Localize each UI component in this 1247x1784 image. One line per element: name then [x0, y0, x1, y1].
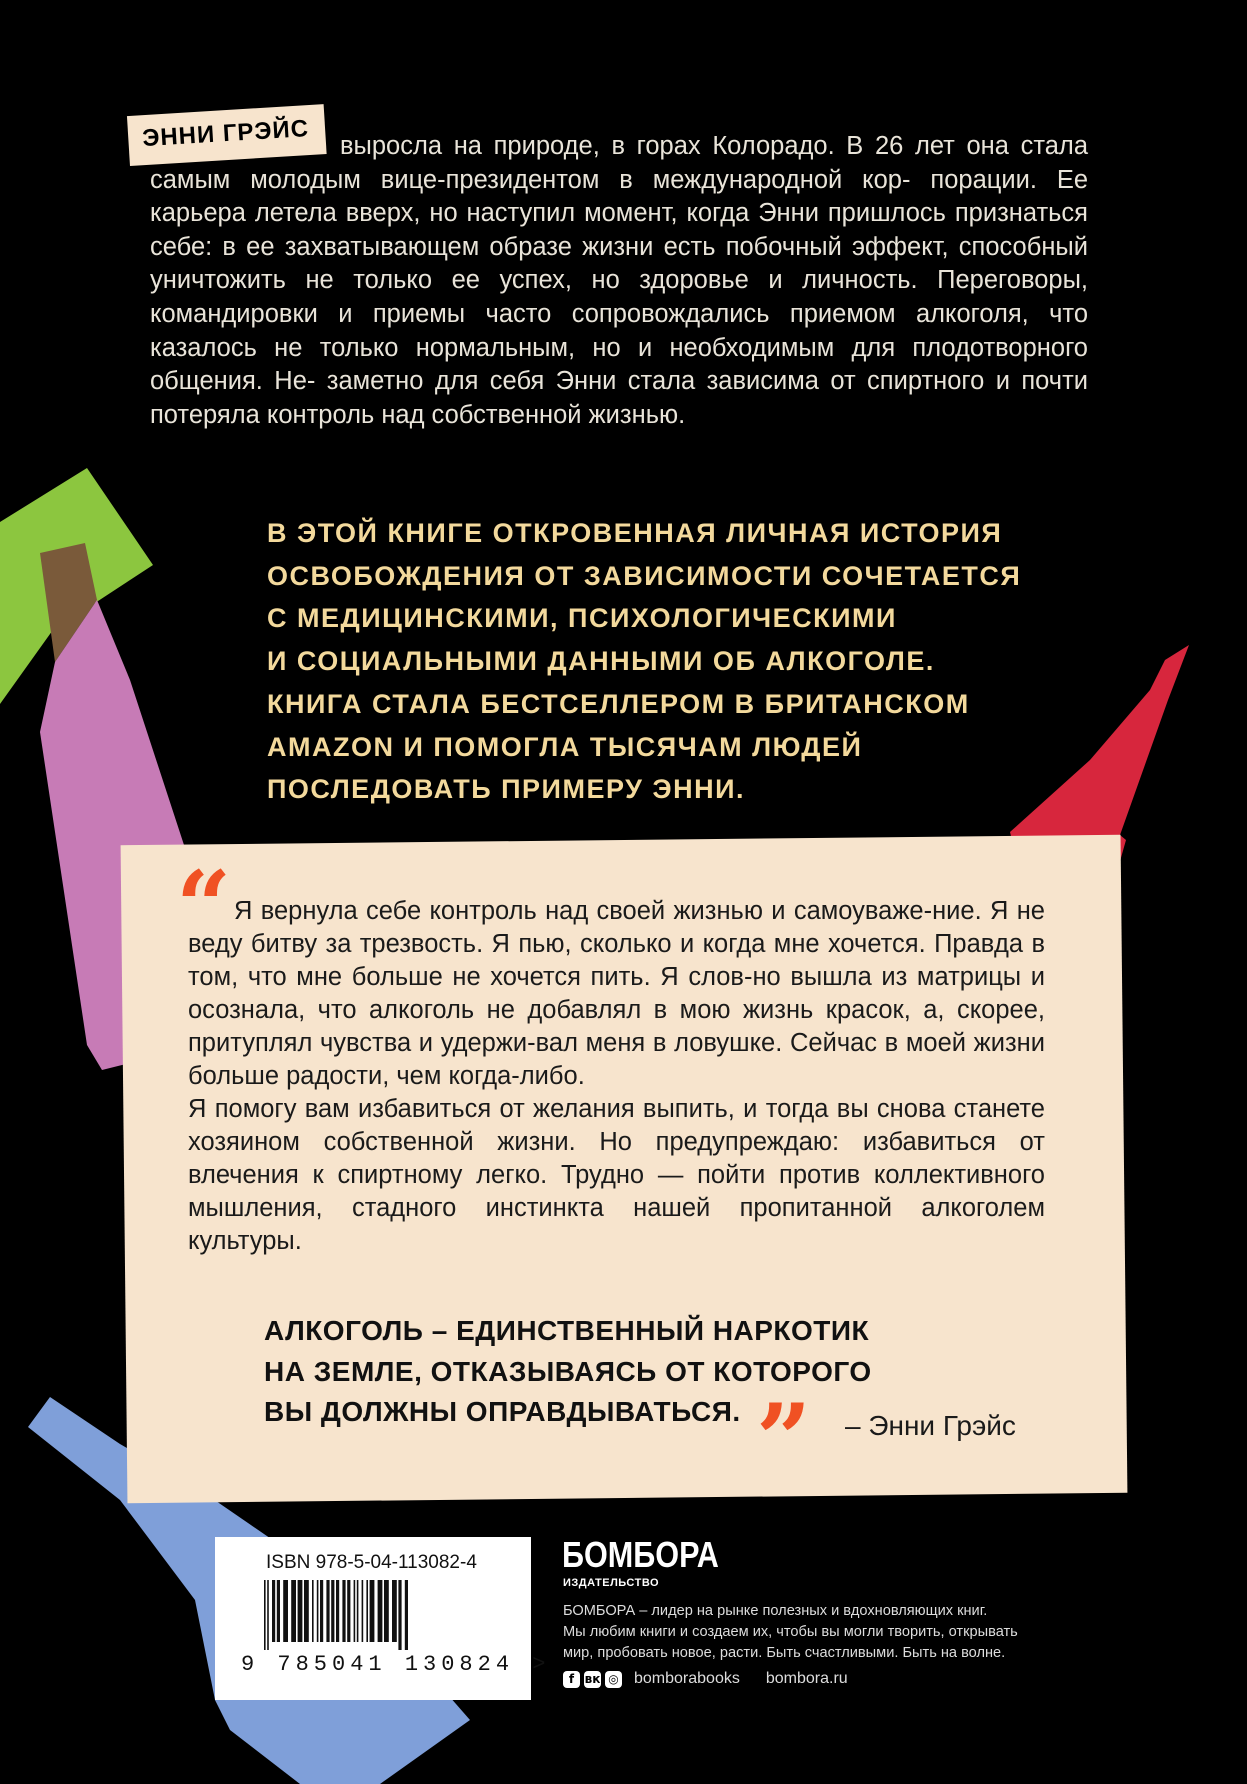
- publisher-logo: БОМБОРА: [562, 1534, 719, 1575]
- publisher-description-line: БОМБОРА – лидер на рынке полезных и вдохновляющих книг.: [563, 1603, 988, 1619]
- barcode-bar: [317, 1580, 319, 1642]
- barcode-bar: [336, 1580, 339, 1642]
- barcode-bar: [283, 1580, 288, 1642]
- barcode-bar: [291, 1580, 296, 1642]
- author-intro-line: пришлось признаться себе: в ее захватывающем образе жизни: [150, 199, 1088, 261]
- publisher-subtitle: ИЗДАТЕЛЬСТВО: [563, 1577, 660, 1589]
- barcode-bar: [320, 1580, 323, 1642]
- social-links: [563, 1670, 848, 1688]
- barcode-bar: [405, 1580, 408, 1650]
- barcode-bar: [326, 1580, 329, 1642]
- instagram-icon[interactable]: ◎: [605, 1671, 622, 1688]
- lead-line: ПОСЛЕДОВАТЬ ПРИМЕРУ ЭННИ.: [267, 774, 746, 805]
- barcode-bar: [331, 1580, 334, 1642]
- author-intro-line: есть побочный эффект, способный уничтожить не только ее успех,: [150, 232, 1088, 295]
- quote-body: [188, 895, 1045, 1258]
- publisher-description-line: Мы любим книги и создаем их, чтобы вы могли творить, открывать: [563, 1624, 1018, 1640]
- barcode-bar: [357, 1580, 359, 1642]
- author-intro-line: но здоровье и личность. Переговоры, командировки и приемы: [150, 266, 1088, 328]
- barcode-bar: [272, 1580, 275, 1642]
- publisher-description: [563, 1601, 1103, 1664]
- quote-paragraph: Я вернула себе контроль над своей жизнью и самоуваже-ние. Я не веду битву за трезвость. Я пью, сколько и когда мне хочется. Правда в том, что мне больше не хочется пить. Я слов-но вышла из матрицы и осознала, что алкоголь не добавлял в мою жизнь красок, а, скорее, притуплял чувства и удержи-вал меня в ловушке. Сейчас в моей жизни больше радости, чем когда-либо.: [188, 897, 1045, 1090]
- open-quote-mark-icon: “: [176, 850, 232, 963]
- barcode-bar: [354, 1580, 356, 1642]
- author-intro-line: заметно для себя Энни стала зависима от спиртного и почти потеряла: [150, 367, 1088, 429]
- barcode-bar: [342, 1580, 345, 1642]
- barcode-bar: [298, 1580, 303, 1642]
- barcode-bar: [370, 1580, 375, 1642]
- barcode-bar: [312, 1580, 314, 1642]
- quote-signature: – Энни Грэйс: [845, 1410, 1016, 1441]
- lead-line: С МЕДИЦИНСКИМИ, ПСИХОЛОГИЧЕСКИМИ: [267, 603, 897, 634]
- lead-line: В ЭТОЙ КНИГЕ ОТКРОВЕННАЯ ЛИЧНАЯ ИСТОРИЯ: [267, 518, 1003, 548]
- barcode-bar: [392, 1580, 397, 1642]
- author-intro-line: порации. Ее карьера летела вверх, но наступил момент, когда Энни: [150, 165, 1089, 228]
- quote-paragraph: Я помогу вам избавиться от желания выпить, и тогда вы снова станете хозяином собственной жизни. Но предупреждаю: избавиться от влечения к спиртному легко. Трудно — пойти против коллективного мышления, стадного инстинкта нашей пропитанной алкоголем культуры.: [188, 1095, 1045, 1255]
- barcode-bar: [384, 1580, 389, 1642]
- barcode-bar: [304, 1580, 309, 1642]
- lead-line: AMAZON И ПОМОГЛА ТЫСЯЧАМ ЛЮДЕЙ: [267, 731, 863, 762]
- barcode-icon: [262, 1580, 488, 1650]
- highlight-line: ВЫ ДОЛЖНЫ ОПРАВДЫВАТЬСЯ.: [264, 1396, 741, 1427]
- author-intro-line: часто сопровождались приемом алкоголя, что казалось не только: [150, 299, 1089, 362]
- barcode-bar: [378, 1580, 383, 1642]
- highlight-line: НА ЗЕМЛЕ, ОТКАЗЫВАЯСЬ ОТ КОТОРОГО: [264, 1355, 872, 1387]
- social-handle[interactable]: bomborabooks: [634, 1670, 740, 1687]
- author-name-tag: ЭННИ ГРЭЙС: [127, 104, 327, 166]
- lead-line: ОСВОБОЖДЕНИЯ ОТ ЗАВИСИМОСТИ СОЧЕТАЕТСЯ: [267, 560, 1022, 591]
- highlight-line: АЛКОГОЛЬ – ЕДИНСТВЕННЫЙ НАРКОТИК: [264, 1315, 870, 1346]
- publisher-description-line: мир, пробовать новое, расти. Быть счастливыми. Быть на волне.: [563, 1645, 1006, 1661]
- book-lead: [267, 512, 1067, 811]
- ean-digits: 9 785041 130824 >: [241, 1652, 551, 1677]
- website-link[interactable]: bombora.ru: [765, 1670, 848, 1687]
- barcode-bar: [398, 1580, 401, 1650]
- isbn-number: ISBN 978-5-04-113082-4: [266, 1552, 477, 1573]
- barcode-bar: [347, 1580, 350, 1642]
- barcode-bar: [264, 1580, 266, 1650]
- author-intro-line: контроль над собственной жизнью.: [266, 400, 686, 429]
- facebook-icon[interactable]: f: [563, 1671, 580, 1688]
- author-intro-line: стала самым молодым вице-президентом в международной кор-: [150, 132, 1088, 194]
- barcode-bar: [277, 1580, 280, 1642]
- lead-line: И СОЦИАЛЬНЫМИ ДАННЫМИ ОБ АЛКОГОЛЕ.: [267, 646, 935, 677]
- lead-line: КНИГА СТАЛА БЕСТСЕЛЛЕРОМ В БРИТАНСКОМ: [267, 688, 970, 719]
- barcode-bar: [267, 1580, 269, 1650]
- author-intro: [150, 130, 1088, 432]
- barcode-bar: [362, 1580, 364, 1642]
- author-intro-line: выросла на природе, в горах Колорадо. В 26 лет она: [340, 132, 1009, 160]
- vk-icon[interactable]: вк: [584, 1671, 601, 1686]
- author-intro-line: нормальным, но и необходимым для плодотворного общения. Не-: [150, 333, 1088, 396]
- barcode-bar: [366, 1580, 368, 1642]
- close-quote-mark-icon: ”: [756, 1383, 812, 1496]
